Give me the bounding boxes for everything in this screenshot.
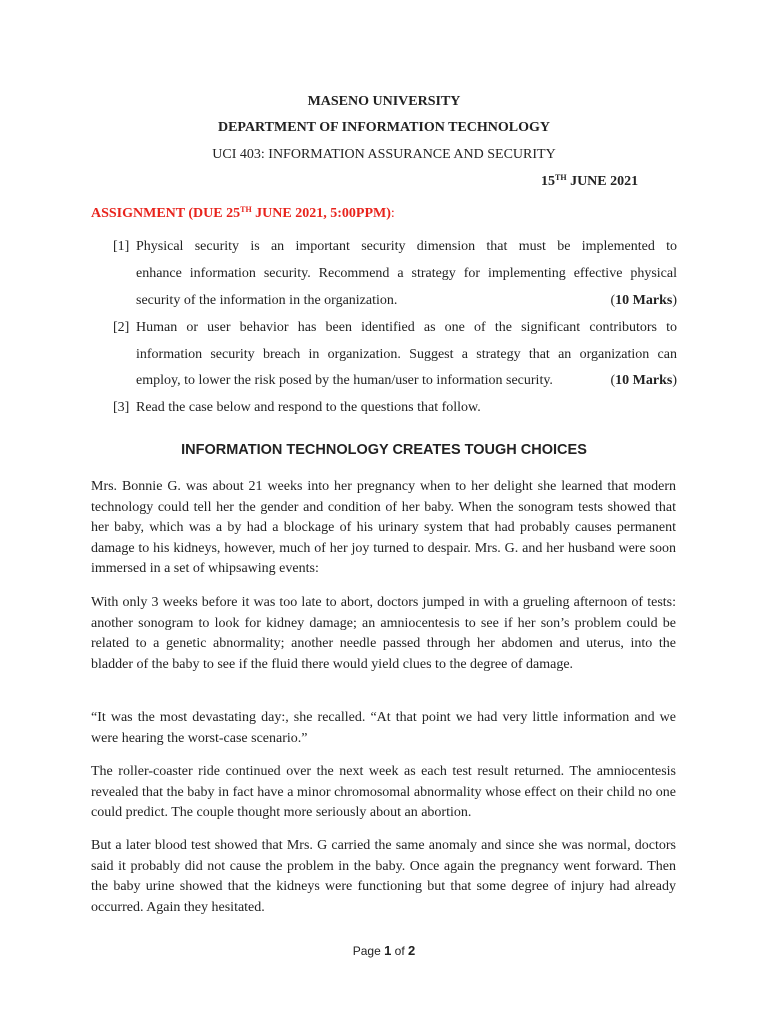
course-title: UCI 403: INFORMATION ASSURANCE AND SECURITY — [212, 147, 556, 162]
page-number-footer: Page 1 of 2 — [352, 943, 416, 958]
case-title: INFORMATION TECHNOLOGY CREATES TOUGH CHOICES — [181, 442, 587, 458]
question-marks: (10 Marks) — [610, 293, 677, 308]
question-line: security of the information in the organization. — [136, 293, 398, 308]
case-paragraph-4: The roller-coaster ride continued over the next week as each test result returned. The amniocentesis revealed that the baby in fact have a minor chromosomal abnormality whose effect on their child no one could predict. The couple thought more seriously about an abortion. — [91, 764, 676, 821]
question-number: [1] — [113, 239, 130, 254]
department-name: DEPARTMENT OF INFORMATION TECHNOLOGY — [217, 120, 551, 135]
question-number: [2] — [113, 320, 130, 335]
question-line: enhance information security. Recommend a strategy for implementing effective physical — [136, 266, 677, 281]
case-paragraph-5: But a later blood test showed that Mrs. G carried the same anomaly and since she was normal, doctors said it probably did not cause the problem in the baby. Once again the pregnancy went forward. Then the baby urine showed that the kidneys were functioning but that some degree of injury had already occurred. Again they hesitated. — [91, 838, 676, 915]
assignment-heading: ASSIGNMENT (DUE 25TH JUNE 2021, 5:00PPM): — [91, 205, 395, 221]
question-number: [3] — [113, 400, 130, 415]
question-line: information security breach in organization. Suggest a strategy that an organization can — [136, 347, 677, 362]
question-line: Read the case below and respond to the questions that follow. — [136, 400, 481, 415]
question-marks: (10 Marks) — [610, 373, 677, 388]
case-paragraph-3: “It was the most devastating day:, she recalled. “At that point we had very little information and we were hearing the worst-case scenario.” — [91, 710, 676, 746]
question-line: Physical security is an important security dimension that must be implemented to — [136, 239, 677, 254]
case-paragraph-2: With only 3 weeks before it was too late to abort, doctors jumped in with a grueling afternoon of tests: another sonogram to look for kidney damage; an amniocentesis to see if her son’s problem could be related to a genetic abnormality; another needle passed through her abdomen and uterus, into the bladder of the baby to see if the fluid there would yield clues to the degree of damage. — [91, 595, 676, 672]
document-date: 15TH JUNE 2021 — [541, 173, 639, 189]
case-paragraph-1: Mrs. Bonnie G. was about 21 weeks into her pregnancy when to her delight she learned that modern technology could tell her the gender and condition of her baby. When the sonogram tests showed that her baby, which was a by had a blockage of his urinary system that had probably causes permanent damage to his kidneys, however, much of her joy turned to despair. Mrs. G. and her husband were soon immersed in a set of whipsawing events: — [91, 479, 676, 577]
question-line: employ, to lower the risk posed by the human/user to information security. — [136, 373, 553, 388]
question-line: Human or user behavior has been identified as one of the significant contributors to — [136, 320, 677, 335]
university-name: MASENO UNIVERSITY — [307, 94, 461, 109]
